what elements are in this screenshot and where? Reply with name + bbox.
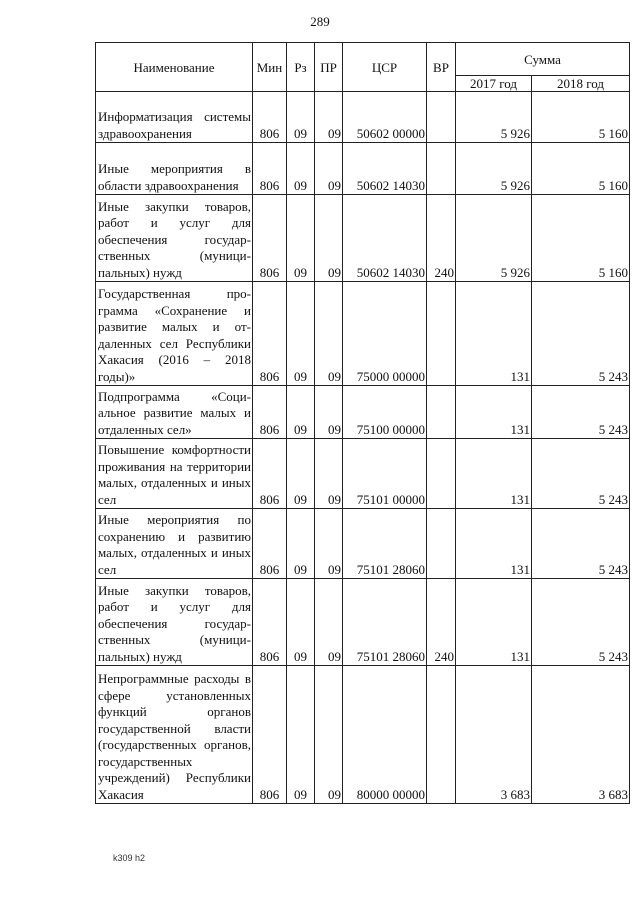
row-sum-2018: 5 160 (532, 195, 630, 282)
table-body (96, 92, 630, 804)
row-rz: 09 (287, 509, 315, 579)
row-csr: 75100 00000 (343, 386, 427, 439)
header-2018: 2018 год (532, 76, 630, 92)
header-vr: ВР (427, 43, 456, 92)
row-vr (427, 666, 456, 804)
footer-code: k309 h2 (113, 853, 146, 863)
row-csr: 50602 14030 (343, 195, 427, 282)
row-min: 806 (253, 666, 287, 804)
row-pr: 09 (315, 579, 343, 666)
row-csr: 75101 28060 (343, 509, 427, 579)
row-rz: 09 (287, 439, 315, 509)
row-pr: 09 (315, 92, 343, 143)
row-name: Иные мероприятия по сохранению и развитию малых, отдаленных и иных сел (96, 509, 253, 579)
row-vr (427, 282, 456, 386)
row-rz: 09 (287, 92, 315, 143)
header-pr: ПР (315, 43, 343, 92)
row-rz: 09 (287, 666, 315, 804)
row-sum-2017: 131 (456, 282, 532, 386)
row-sum-2017: 131 (456, 509, 532, 579)
row-vr (427, 509, 456, 579)
row-name: Государственная программа «Сохранение и развитие малых и отдаленных сел Республики Хакасия (2016 – 2018 годы)» (96, 282, 253, 386)
row-sum-2018: 5 243 (532, 509, 630, 579)
table-row (96, 282, 630, 386)
row-sum-2018: 5 243 (532, 579, 630, 666)
row-rz: 09 (287, 282, 315, 386)
row-min: 806 (253, 439, 287, 509)
row-sum-2018: 3 683 (532, 666, 630, 804)
row-sum-2018: 5 243 (532, 282, 630, 386)
row-name: Иные закупки товаров, работ и услуг для обеспечения государственных (муниципальных) нужд (96, 579, 253, 666)
row-pr: 09 (315, 143, 343, 195)
row-vr (427, 386, 456, 439)
row-rz: 09 (287, 579, 315, 666)
table-row (96, 143, 630, 195)
row-name: Повышение комфортности проживания на территории малых, отдаленных и иных сел (96, 439, 253, 509)
row-pr: 09 (315, 439, 343, 509)
row-rz: 09 (287, 143, 315, 195)
table-row (96, 579, 630, 666)
row-sum-2017: 3 683 (456, 666, 532, 804)
row-vr: 240 (427, 579, 456, 666)
budget-table (95, 42, 630, 804)
row-sum-2017: 131 (456, 386, 532, 439)
row-sum-2018: 5 160 (532, 143, 630, 195)
row-sum-2017: 5 926 (456, 195, 532, 282)
row-pr: 09 (315, 666, 343, 804)
header-min: Мин (253, 43, 287, 92)
row-pr: 09 (315, 386, 343, 439)
row-sum-2018: 5 160 (532, 92, 630, 143)
header-sum: Сумма (456, 43, 630, 76)
row-sum-2017: 5 926 (456, 143, 532, 195)
table-row (96, 666, 630, 804)
row-vr (427, 439, 456, 509)
row-sum-2018: 5 243 (532, 386, 630, 439)
row-min: 806 (253, 143, 287, 195)
row-min: 806 (253, 92, 287, 143)
row-min: 806 (253, 386, 287, 439)
row-csr: 80000 00000 (343, 666, 427, 804)
row-rz: 09 (287, 386, 315, 439)
row-vr (427, 92, 456, 143)
header-rz: Рз (287, 43, 315, 92)
row-sum-2017: 131 (456, 579, 532, 666)
row-vr: 240 (427, 195, 456, 282)
header-name: Наименование (96, 43, 253, 92)
row-name: Подпрограмма «Социальное развитие малых и отдаленных сел» (96, 386, 253, 439)
row-name: Информатизация системы здравоохранения (96, 92, 253, 143)
row-min: 806 (253, 195, 287, 282)
row-rz: 09 (287, 195, 315, 282)
row-csr: 75101 28060 (343, 579, 427, 666)
row-name: Иные мероприятия в области здравоохранения (96, 143, 253, 195)
header-csr: ЦСР (343, 43, 427, 92)
row-sum-2017: 131 (456, 439, 532, 509)
row-name: Иные закупки товаров, работ и услуг для обеспечения государственных (муниципальных) нужд (96, 195, 253, 282)
table-row (96, 439, 630, 509)
row-vr (427, 143, 456, 195)
row-min: 806 (253, 579, 287, 666)
table-row (96, 92, 630, 143)
row-csr: 75101 00000 (343, 439, 427, 509)
row-csr: 50602 00000 (343, 92, 427, 143)
table-row (96, 386, 630, 439)
table-row (96, 509, 630, 579)
row-pr: 09 (315, 509, 343, 579)
table-row (96, 195, 630, 282)
page-number: 289 (310, 14, 330, 29)
row-sum-2017: 5 926 (456, 92, 532, 143)
row-pr: 09 (315, 195, 343, 282)
header-2017: 2017 год (456, 76, 532, 92)
row-sum-2018: 5 243 (532, 439, 630, 509)
row-min: 806 (253, 282, 287, 386)
row-name: Непрограммные расходы в сфере установленных функций органов государственной власти (государственных органов, государственных учреждений) Республики Хакасия (96, 666, 253, 804)
row-pr: 09 (315, 282, 343, 386)
row-csr: 50602 14030 (343, 143, 427, 195)
row-csr: 75000 00000 (343, 282, 427, 386)
row-min: 806 (253, 509, 287, 579)
